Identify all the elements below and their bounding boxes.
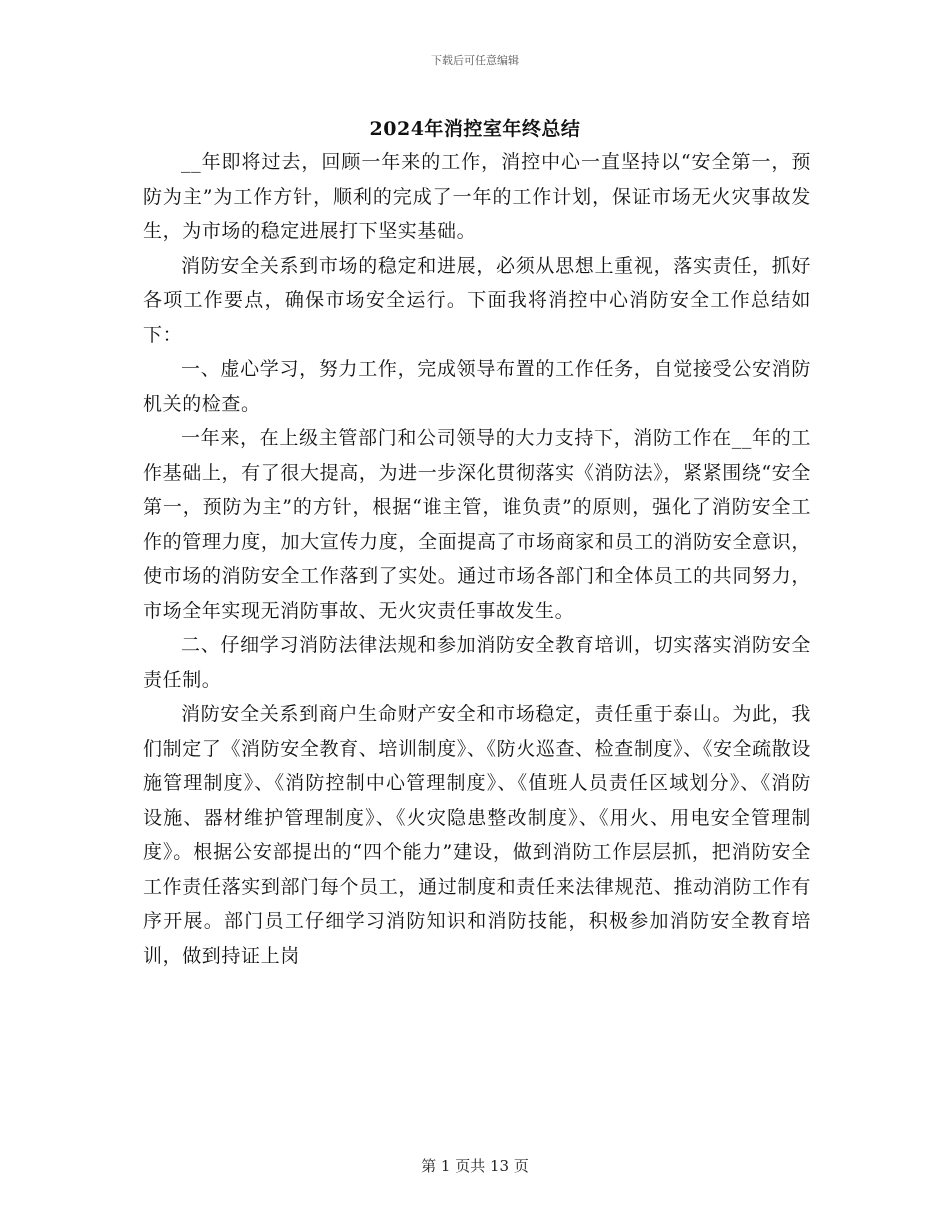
page-number: 第 1 页共 13 页: [421, 1157, 529, 1175]
document-title: 2024年消控室年终总结: [369, 118, 581, 140]
paragraph-1: __年即将过去，回顾一年来的工作，消控中心一直坚持以“安全第一，预防为主”为工作方针，顺利的完成了一年的工作计划，保证市场无火灾事故发生，为市场的稳定进展打下坚实基础。: [143, 151, 811, 242]
paragraph-4: 一年来，在上级主管部门和公司领导的大力支持下，消防工作在__年的工作基础上，有了很大提高，为进一步深化贯彻落实《消防法》，紧紧围绕“安全第一，预防为主”的方针，根据“谁主管，谁负责”的原则，强化了消防安全工作的管理力度，加大宣传力度，全面提高了市场商家和员工的消防安全意识，使市场的消防安全工作落到了实处。通过市场各部门和全体员工的共同努力，市场全年实现无消防事故、无火灾责任事故发生。: [143, 427, 811, 622]
paragraph-5: 二、仔细学习消防法律法规和参加消防安全教育培训，切实落实消防安全责任制。: [143, 634, 811, 691]
paragraph-3: 一、虚心学习，努力工作，完成领导布置的工作任务，自觉接受公安消防机关的检查。: [143, 358, 811, 415]
paragraph-2: 消防安全关系到市场的稳定和进展，必须从思想上重视，落实责任，抓好各项工作要点，确保市场安全运行。下面我将消控中心消防安全工作总结如下：: [143, 254, 811, 346]
page-header-note: 下载后可任意编辑: [431, 54, 519, 67]
document-body: [143, 145, 811, 973]
paragraph-6: 消防安全关系到商户生命财产安全和市场稳定，责任重于泰山。为此，我们制定了《消防安全教育、培训制度》、《防火巡查、检查制度》、《安全疏散设施管理制度》、《消防控制中心管理制度》、《值班人员责任区域划分》、《消防设施、器材维护管理制度》、《火灾隐患整改制度》、《用火、用电安全管理制度》。根据公安部提出的“四个能力”建设，做到消防工作层层抓，把消防安全工作责任落实到部门每个员工，通过制度和责任来法律规范、推动消防工作有序开展。部门员工仔细学习消防知识和消防技能，积极参加消防安全教育培训，做到持证上岗: [143, 703, 811, 967]
